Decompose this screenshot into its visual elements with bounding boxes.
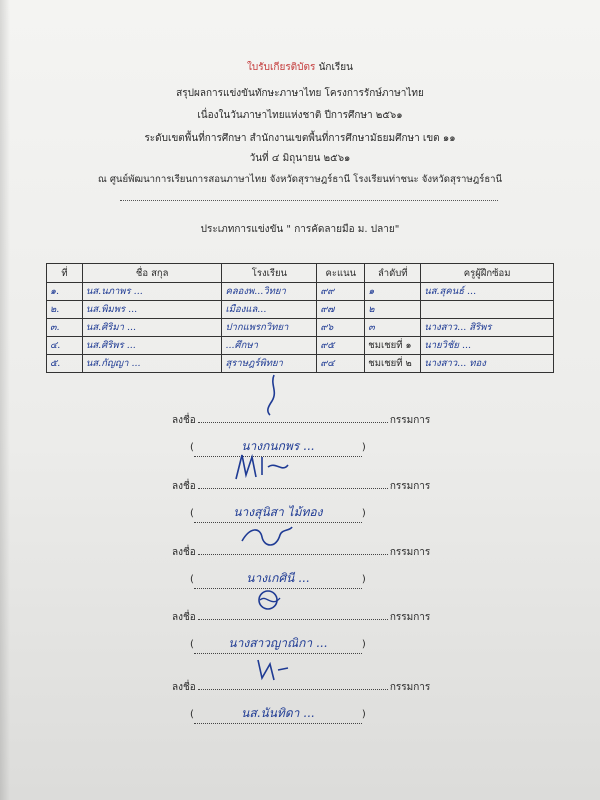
sign-label: ลงชื่อ bbox=[172, 415, 196, 426]
signer-name: นส.นันทิดา ... bbox=[194, 704, 362, 724]
sign-label: ลงชื่อ bbox=[172, 682, 196, 693]
cell-rank: ชมเชยที่ ๑ bbox=[365, 337, 421, 355]
header-line-6: ณ ศูนย์พัฒนาการเรียนการสอนภาษาไทย จังหวัดสุราษฎร์ธานี โรงเรียนท่าชนะ จังหวัดสุราษฎร์ธานี bbox=[97, 174, 503, 185]
cell-coach: นายวิชัย ... bbox=[421, 337, 554, 355]
signature-line bbox=[172, 545, 430, 560]
cell-score: ๙๖ bbox=[317, 319, 365, 337]
signer-name: นางเกศินี ... bbox=[194, 569, 362, 589]
cell-coach bbox=[421, 301, 554, 319]
signature-scribble bbox=[252, 373, 292, 417]
committee-role: กรรมการ bbox=[389, 612, 431, 623]
header-school: โรงเรียน bbox=[222, 264, 317, 283]
header-rank: ลำดับที่ bbox=[365, 264, 421, 283]
cell-score: ๙๕ bbox=[317, 337, 365, 355]
signer-name: นางสุนิสา ไม้ทอง bbox=[194, 503, 362, 523]
signature-line bbox=[172, 610, 430, 625]
table-row bbox=[47, 301, 554, 319]
signature-line bbox=[172, 413, 430, 428]
cell-no: ๓. bbox=[47, 319, 83, 337]
sign-label: ลงชื่อ bbox=[172, 547, 196, 558]
title-suffix: นักเรียน bbox=[318, 62, 353, 73]
cell-name: นส.ศิริมา ... bbox=[82, 319, 222, 337]
cell-rank: ๑ bbox=[365, 283, 421, 301]
cell-no: ๑. bbox=[47, 283, 83, 301]
cell-rank: ๓ bbox=[365, 319, 421, 337]
title-red-text: ใบรับเกียรติบัตร bbox=[247, 62, 316, 73]
document-title bbox=[0, 60, 600, 75]
cell-coach: นางสาว... ทอง bbox=[421, 355, 554, 373]
cell-school: ปากแพรกวิทยา bbox=[222, 319, 317, 337]
header-name: ชื่อ สกุล bbox=[82, 264, 222, 283]
sign-label: ลงชื่อ bbox=[172, 481, 196, 492]
table-row bbox=[47, 355, 554, 373]
header-line-5: วันที่ ๔ มิถุนายน ๒๕๖๑ bbox=[249, 153, 351, 164]
table-row bbox=[47, 319, 554, 337]
signature-line bbox=[172, 680, 430, 695]
cell-score: ๙๗ bbox=[317, 301, 365, 319]
cell-name: นส.นภาพร ... bbox=[82, 283, 222, 301]
separator-rule bbox=[120, 200, 498, 201]
cell-school: คลองพ...วิทยา bbox=[222, 283, 317, 301]
signer-name: นางสาวญาณิกา ... bbox=[194, 634, 362, 654]
cell-coach: นส.สุคนธ์ ... bbox=[421, 283, 554, 301]
cell-score: ๙๔ bbox=[317, 355, 365, 373]
cell-no: ๔. bbox=[47, 337, 83, 355]
cell-name: นส.ศิริพร ... bbox=[82, 337, 222, 355]
cell-coach: นางสาว... สิริพร bbox=[421, 319, 554, 337]
committee-role: กรรมการ bbox=[389, 547, 431, 558]
header-no: ที่ bbox=[47, 264, 83, 283]
cell-name: นส.กัญญา ... bbox=[82, 355, 222, 373]
cell-school: เมืองแล... bbox=[222, 301, 317, 319]
committee-role: กรรมการ bbox=[389, 415, 431, 426]
cell-school: ...ศึกษา bbox=[222, 337, 317, 355]
cell-rank: ชมเชยที่ ๒ bbox=[365, 355, 421, 373]
cell-name: นส.พิมพร ... bbox=[82, 301, 222, 319]
cell-score: ๙๙ bbox=[317, 283, 365, 301]
cell-no: ๒. bbox=[47, 301, 83, 319]
signature-line bbox=[172, 479, 430, 494]
signer-name-line: ( นางกนกพร ... ) bbox=[190, 437, 366, 457]
table-row bbox=[47, 283, 554, 301]
signer-name: นางกนกพร ... bbox=[194, 437, 362, 457]
header-coach: ครูผู้ฝึกซ้อม bbox=[421, 264, 554, 283]
sign-label: ลงชื่อ bbox=[172, 612, 196, 623]
header-score: คะแนน bbox=[317, 264, 365, 283]
signer-name-line: ( นางสาวญาณิกา ... ) bbox=[190, 634, 366, 654]
table-row bbox=[47, 337, 554, 355]
cell-no: ๕. bbox=[47, 355, 83, 373]
cell-rank: ๒ bbox=[365, 301, 421, 319]
committee-role: กรรมการ bbox=[389, 682, 431, 693]
competition-category: ประเภทการแข่งขัน " การคัดลายมือ ม. ปลาย" bbox=[200, 224, 400, 235]
results-table bbox=[46, 263, 554, 373]
signer-name-line: ( นางเกศินี ... ) bbox=[190, 569, 366, 589]
header-line-2: สรุปผลการแข่งขันทักษะภาษาไทย โครงการรักษ์ภาษาไทย bbox=[176, 88, 424, 99]
signer-name-line: ( นส.นันทิดา ... ) bbox=[190, 704, 366, 724]
header-line-4: ระดับเขตพื้นที่การศึกษา สำนักงานเขตพื้นที่การศึกษามัธยมศึกษา เขต ๑๑ bbox=[144, 133, 456, 144]
cell-school: สุราษฎร์พิทยา bbox=[222, 355, 317, 373]
header-line-3: เนื่องในวันภาษาไทยแห่งชาติ ปีการศึกษา ๒๕๖๑ bbox=[197, 110, 403, 121]
committee-role: กรรมการ bbox=[389, 481, 431, 492]
table-header-row bbox=[47, 264, 554, 283]
signer-name-line: ( นางสุนิสา ไม้ทอง ) bbox=[190, 503, 366, 523]
